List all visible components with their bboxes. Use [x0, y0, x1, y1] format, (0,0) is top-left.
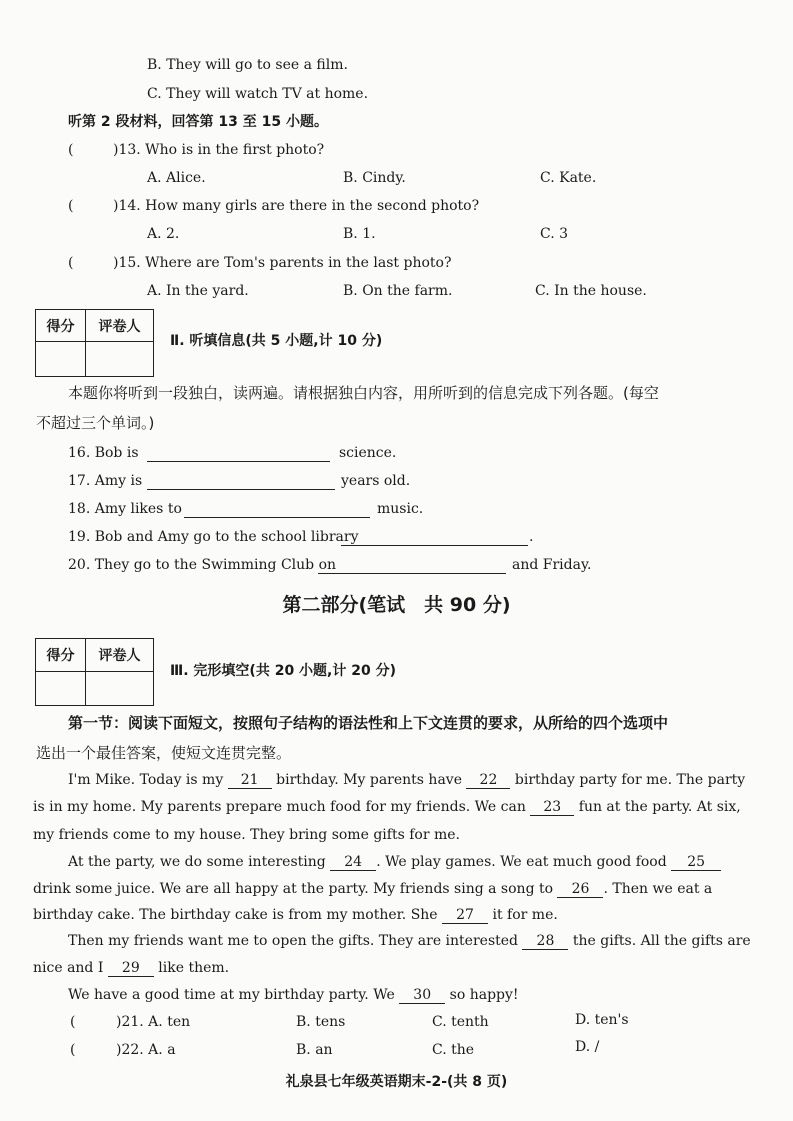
- part3-title: Ⅲ. 完形填空(共 20 小题,计 20 分): [170, 663, 397, 679]
- item-18-after: music.: [377, 501, 424, 517]
- grader-label: 评卷人: [86, 639, 154, 672]
- q22-option-d: D. /: [575, 1039, 600, 1055]
- blank-21[interactable]: 21: [228, 773, 272, 789]
- answer-paren: (: [68, 198, 74, 214]
- passage-line: birthday cake. The birthday cake is from my mother. She 27 it for me.: [33, 907, 558, 923]
- grader-cell[interactable]: [86, 672, 154, 706]
- passage-line: At the party, we do some interesting 24 . We play games. We eat much good food 25: [68, 855, 721, 871]
- q15-option-b: B. On the farm.: [343, 283, 453, 299]
- score-label: 得分: [36, 310, 86, 342]
- q22-option-b: B. an: [296, 1042, 333, 1058]
- q13-option-b: B. Cindy.: [343, 170, 406, 186]
- item-20-after: and Friday.: [512, 557, 592, 573]
- blank-27[interactable]: 27: [442, 908, 488, 924]
- blank-26[interactable]: 26: [557, 882, 603, 898]
- q22-option-c: C. the: [432, 1042, 475, 1058]
- passage-line: drink some juice. We are all happy at the party. My friends sing a song to 26 . Then we eat a: [33, 881, 713, 897]
- passage-line: Then my friends want me to open the gifts. They are interested 28 the gifts. All the gifts are: [68, 933, 751, 949]
- item-17-blank[interactable]: [147, 489, 335, 490]
- item-16-text: 16. Bob is: [68, 445, 139, 461]
- q12-option-b: B. They will go to see a film.: [147, 57, 348, 73]
- q12-option-c: C. They will watch TV at home.: [147, 86, 369, 102]
- answer-paren: (: [70, 1014, 76, 1030]
- blank-30[interactable]: 30: [399, 988, 445, 1004]
- q14-option-b: B. 1.: [343, 226, 376, 242]
- page-footer: 礼泉县七年级英语期末-2-(共 8 页): [285, 1074, 508, 1090]
- item-20-text: 20. They go to the Swimming Club on: [68, 557, 337, 573]
- q13-option-a: A. Alice.: [147, 170, 206, 186]
- q15-option-c: C. In the house.: [535, 283, 647, 299]
- question-22: )22. A. a: [116, 1042, 176, 1058]
- passage-line: I'm Mike. Today is my 21 birthday. My parents have 22 birthday party for me. The party: [68, 772, 746, 788]
- written-section-heading: 第二部分(笔试 共 90 分): [282, 594, 511, 616]
- question-15: )15. Where are Tom's parents in the last photo?: [113, 255, 452, 271]
- grader-cell[interactable]: [86, 342, 154, 377]
- item-16-after: science.: [339, 445, 397, 461]
- blank-22[interactable]: 22: [466, 773, 510, 789]
- passage-line: my friends come to my house. They bring some gifts for me.: [33, 827, 460, 843]
- q21-option-c: C. tenth: [432, 1014, 489, 1030]
- answer-paren: (: [68, 255, 74, 271]
- item-18-text: 18. Amy likes to: [68, 501, 182, 517]
- score-box: [35, 638, 154, 706]
- passage-line: nice and I 29 like them.: [33, 960, 230, 976]
- item-19-after: .: [529, 529, 534, 545]
- q21-option-b: B. tens: [296, 1014, 346, 1030]
- part3-intro-line1: 第一节：阅读下面短文，按照句子结构的语法性和上下文连贯的要求，从所给的四个选项中: [68, 714, 669, 732]
- part3-intro-line2: 选出一个最佳答案，使短文连贯完整。: [36, 744, 292, 762]
- q14-option-c: C. 3: [540, 226, 569, 242]
- part2-intro-line2: 不超过三个单词。): [36, 414, 155, 432]
- blank-28[interactable]: 28: [522, 934, 568, 950]
- item-17-text: 17. Amy is: [68, 473, 143, 489]
- blank-25[interactable]: 25: [671, 855, 721, 871]
- question-14: )14. How many girls are there in the second photo?: [113, 198, 480, 214]
- listening-instruction-2: 听第 2 段材料，回答第 13 至 15 小题。: [68, 114, 328, 130]
- blank-23[interactable]: 23: [530, 800, 574, 816]
- grader-label: 评卷人: [86, 310, 154, 342]
- part2-intro-line1: 本题你将听到一段独白，读两遍。请根据独白内容，用所听到的信息完成下列各题。(每空: [68, 384, 659, 402]
- score-box: [35, 309, 154, 377]
- part2-title: Ⅱ. 听填信息(共 5 小题,计 10 分): [170, 333, 383, 349]
- passage-line: We have a good time at my birthday party. We 30 so happy!: [68, 987, 519, 1003]
- score-cell[interactable]: [36, 672, 86, 706]
- q14-option-a: A. 2.: [147, 226, 180, 242]
- item-17-after: years old.: [341, 473, 411, 489]
- answer-paren: (: [68, 142, 74, 158]
- answer-paren: (: [70, 1042, 76, 1058]
- blank-24[interactable]: 24: [330, 855, 376, 871]
- item-16-blank[interactable]: [147, 461, 330, 462]
- item-18-blank[interactable]: [184, 517, 370, 518]
- item-19-text: 19. Bob and Amy go to the school library: [68, 529, 359, 545]
- question-13: )13. Who is in the first photo?: [113, 142, 325, 158]
- q13-option-c: C. Kate.: [540, 170, 597, 186]
- item-19-blank[interactable]: [341, 545, 528, 546]
- score-cell[interactable]: [36, 342, 86, 377]
- passage-line: is in my home. My parents prepare much food for my friends. We can 23 fun at the party. At six,: [33, 799, 741, 815]
- blank-29[interactable]: 29: [108, 961, 154, 977]
- q15-option-a: A. In the yard.: [147, 283, 249, 299]
- item-20-blank[interactable]: [318, 573, 506, 574]
- score-label: 得分: [36, 639, 86, 672]
- q21-option-d: D. ten's: [575, 1012, 629, 1028]
- question-21: )21. A. ten: [116, 1014, 191, 1030]
